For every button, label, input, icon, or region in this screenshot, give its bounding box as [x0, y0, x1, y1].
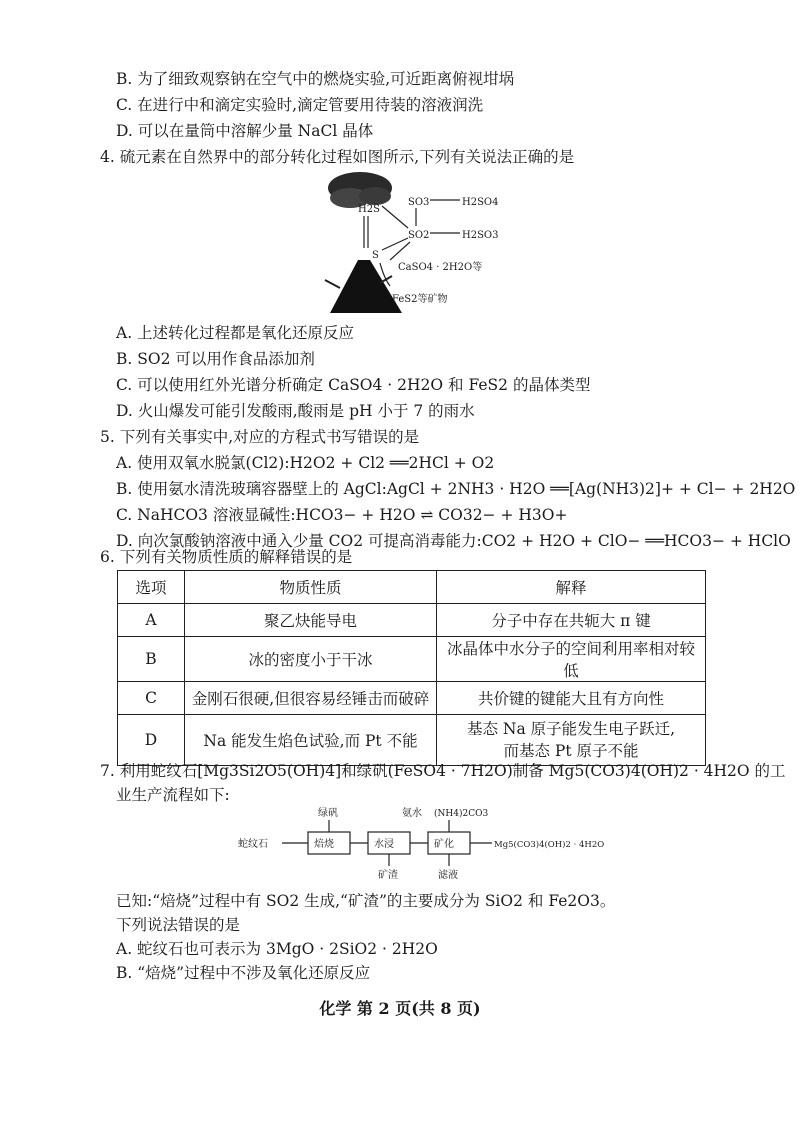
page-footer: 化学 第 2 页(共 8 页)	[319, 999, 481, 1018]
q3-option-b: B. 为了细致观察钠在空气中的燃烧实验,可近距离俯视坩埚	[116, 70, 515, 88]
row-d-property: Na 能发生焰色试验,而 Pt 不能	[185, 715, 437, 766]
label-caso4: CaSO4 · 2H2O等	[398, 262, 483, 273]
label-h2so3: H2SO3	[462, 230, 499, 241]
q3-option-d: D. 可以在量筒中溶解少量 NaCl 晶体	[116, 122, 374, 140]
row-d-explanation: 基态 Na 原子能发生电子跃迁, 而基态 Pt 原子不能	[437, 715, 706, 766]
q4-option-c: C. 可以使用红外光谱分析确定 CaSO4 · 2H2O 和 FeS2 的晶体类型	[116, 376, 591, 394]
q7-option-b: B. “焙烧”过程中不涉及氧化还原反应	[116, 964, 371, 982]
q6-stem: 6. 下列有关物质性质的解释错误的是	[100, 548, 353, 566]
q7-stem-line2: 业生产流程如下:	[116, 786, 230, 804]
label-s: S	[372, 250, 379, 261]
q7-option-a: A. 蛇纹石也可表示为 3MgO · 2SiO2 · 2H2O	[116, 940, 438, 958]
row-c-explanation: 共价键的键能大且有方向性	[437, 682, 706, 715]
header-property: 物质性质	[185, 571, 437, 604]
q3-option-c: C. 在进行中和滴定实验时,滴定管要用待装的溶液润洗	[116, 96, 484, 114]
q4-option-b: B. SO2 可以用作食品添加剂	[116, 350, 315, 368]
q5-stem: 5. 下列有关事实中,对应的方程式书写错误的是	[100, 428, 420, 446]
flow-step1: 焙烧	[314, 839, 334, 850]
header-explanation: 解释	[437, 571, 706, 604]
flow-step2: 水浸	[374, 839, 394, 850]
q5-option-b: B. 使用氨水清洗玻璃容器壁上的 AgCl:AgCl + 2NH3 · H2O ══[Ag(NH3)2]+ + Cl− + 2H2O	[116, 480, 796, 498]
label-h2so4: H2SO4	[462, 197, 499, 208]
q6-table	[117, 570, 706, 766]
q7-stem-line1: 7. 利用蛇纹石[Mg3Si2O5(OH)4]和绿矾(FeSO4 · 7H2O)制备 Mg5(CO3)4(OH)2 · 4H2O 的工	[100, 762, 786, 780]
row-a-option: A	[118, 604, 185, 637]
label-so2: SO2	[408, 230, 430, 241]
flow-add1: 绿矾	[318, 808, 338, 819]
flow-feed: 蛇纹石	[238, 839, 268, 850]
flow-step3: 矿化	[434, 839, 454, 850]
sulfur-cycle-figure	[320, 168, 520, 318]
row-a-property: 聚乙炔能导电	[185, 604, 437, 637]
q4-option-d: D. 火山爆发可能引发酸雨,酸雨是 pH 小于 7 的雨水	[116, 402, 475, 420]
q4-stem: 4. 硫元素在自然界中的部分转化过程如图所示,下列有关说法正确的是	[100, 148, 575, 166]
label-h2s: H2S	[358, 204, 380, 215]
flow-out2: 矿渣	[378, 870, 398, 881]
table-row	[118, 637, 706, 682]
flow-add3b: (NH4)2CO3	[434, 809, 489, 819]
q5-option-a: A. 使用双氧水脱氯(Cl2):H2O2 + Cl2 ══2HCl + O2	[116, 454, 495, 472]
flow-out3: 滤液	[438, 870, 458, 881]
row-b-property: 冰的密度小于干冰	[185, 637, 437, 682]
volcano-icon	[330, 260, 402, 313]
row-c-property: 金刚石很硬,但很容易经锤击而破碎	[185, 682, 437, 715]
row-d-option: D	[118, 715, 185, 766]
flow-add3a: 氨水	[402, 808, 422, 819]
label-so3: SO3	[408, 197, 430, 208]
header-option: 选项	[118, 571, 185, 604]
table-header-row	[118, 571, 706, 604]
q7-ask: 下列说法错误的是	[116, 916, 241, 934]
table-row	[118, 682, 706, 715]
table-row	[118, 715, 706, 766]
label-fes2: FeS2等矿物	[392, 294, 448, 305]
q7-process-flow	[238, 806, 605, 882]
q5-option-c: C. NaHCO3 溶液显碱性:HCO3− + H2O ⇌ CO32− + H3O+	[116, 506, 568, 524]
row-c-option: C	[118, 682, 185, 715]
q7-known: 已知:“焙烧”过程中有 SO2 生成,“矿渣”的主要成分为 SiO2 和 Fe2O3。	[116, 892, 616, 910]
table-row	[118, 604, 706, 637]
row-b-explanation: 冰晶体中水分子的空间利用率相对较低	[437, 637, 706, 682]
row-a-explanation: 分子中存在共轭大 π 键	[437, 604, 706, 637]
q5-option-d: D. 向次氯酸钠溶液中通入少量 CO2 可提高消毒能力:CO2 + H2O + ClO− ══HCO3− + HClO	[116, 532, 791, 550]
flow-product: Mg5(CO3)4(OH)2 · 4H2O	[494, 840, 605, 850]
row-b-option: B	[118, 637, 185, 682]
q4-option-a: A. 上述转化过程都是氧化还原反应	[116, 324, 355, 342]
